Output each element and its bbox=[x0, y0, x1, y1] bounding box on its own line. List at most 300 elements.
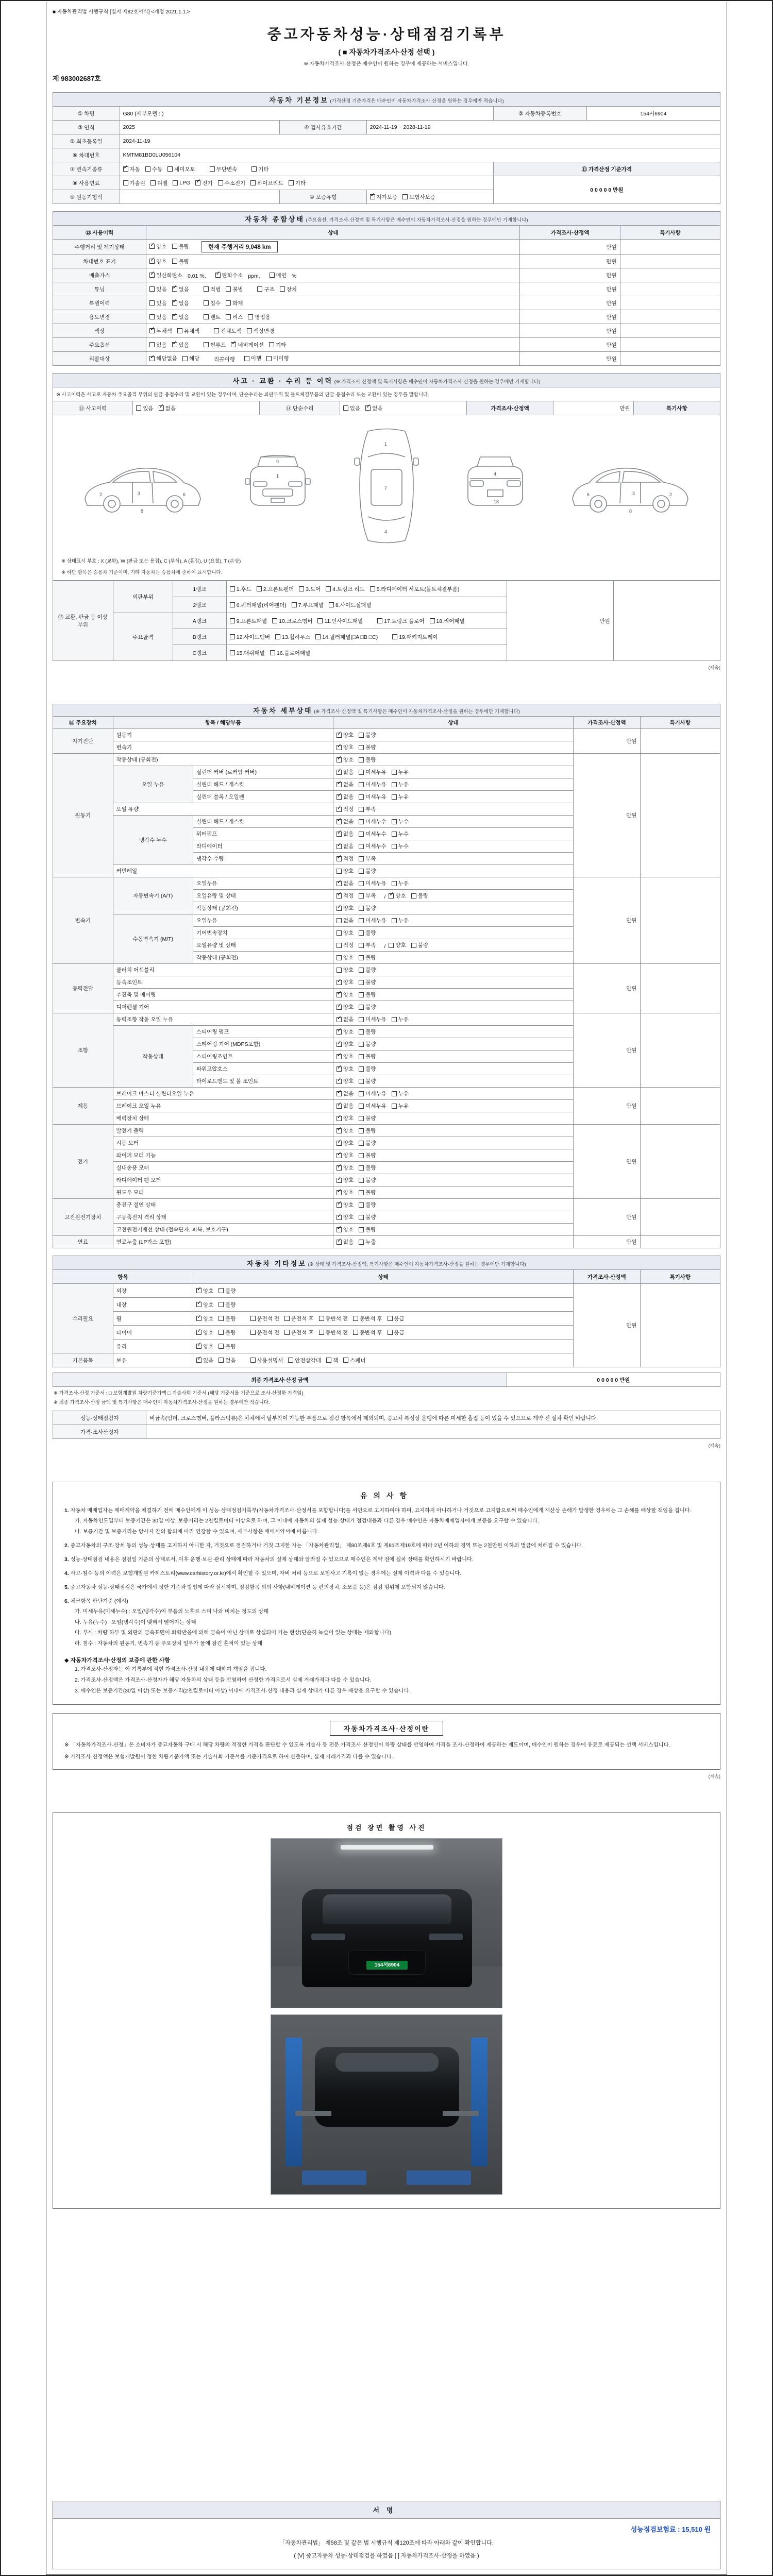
checkbox-option[interactable] bbox=[389, 941, 406, 949]
checkbox-option[interactable] bbox=[196, 1357, 213, 1364]
checkbox-option[interactable] bbox=[392, 830, 409, 838]
checkbox-option[interactable] bbox=[359, 793, 386, 801]
checkbox-icon bbox=[359, 943, 364, 948]
checkbox-option[interactable] bbox=[204, 299, 221, 307]
checkbox-option[interactable] bbox=[359, 1164, 376, 1172]
state-cell bbox=[193, 1353, 573, 1367]
checkbox-label: 미세누수 bbox=[365, 819, 386, 825]
checkbox-option[interactable] bbox=[370, 585, 460, 593]
checkbox-option[interactable] bbox=[230, 617, 267, 625]
checkbox-option[interactable] bbox=[392, 781, 409, 788]
checkbox-label: 리스 bbox=[232, 314, 243, 320]
checkbox-option[interactable] bbox=[136, 404, 153, 412]
checkbox-option[interactable] bbox=[326, 1357, 338, 1364]
checkbox-label: 5.라디에이터 서포트(볼트체결부품) bbox=[376, 586, 460, 592]
checkbox-option[interactable] bbox=[392, 879, 409, 887]
checkbox-icon bbox=[411, 893, 416, 899]
checkbox-option[interactable] bbox=[289, 179, 306, 187]
checkbox-option[interactable] bbox=[288, 1357, 321, 1364]
field-label: ⑭ 단순수리 bbox=[260, 401, 340, 415]
checkbox-option[interactable] bbox=[337, 867, 354, 875]
checkbox-icon bbox=[337, 770, 342, 775]
checkbox-option[interactable] bbox=[150, 179, 167, 187]
odometer-box: 현재 주행거리 9,048 km bbox=[201, 241, 278, 252]
checkbox-option[interactable] bbox=[337, 731, 354, 739]
checkbox-option[interactable] bbox=[392, 768, 409, 776]
checkbox-option[interactable] bbox=[359, 867, 376, 875]
checkbox-option[interactable] bbox=[392, 1090, 409, 1097]
checkbox-option[interactable] bbox=[337, 991, 354, 998]
checkbox-option[interactable] bbox=[392, 1015, 409, 1023]
checkbox-option[interactable] bbox=[359, 1028, 376, 1036]
checkbox-option[interactable] bbox=[337, 1139, 354, 1147]
checkbox-option[interactable] bbox=[149, 327, 172, 335]
checkbox-label: 불량 bbox=[225, 1343, 236, 1350]
checkbox-option[interactable] bbox=[319, 1329, 348, 1336]
checkbox-option[interactable] bbox=[257, 285, 274, 293]
checkbox-option[interactable] bbox=[359, 1090, 386, 1097]
checkbox-label: 누유 bbox=[398, 794, 409, 800]
lift-post-left bbox=[285, 2038, 302, 2166]
checkbox-option[interactable] bbox=[359, 1127, 376, 1134]
checkbox-option[interactable] bbox=[284, 1329, 314, 1336]
checkbox-option[interactable] bbox=[359, 978, 376, 986]
field-label: ⑦ 변속기종류 bbox=[53, 162, 120, 176]
checkbox-icon bbox=[359, 955, 364, 960]
checkbox-icon bbox=[392, 770, 397, 775]
checkbox-option[interactable] bbox=[359, 768, 386, 776]
checkbox-label: 운전석 후 bbox=[291, 1329, 314, 1336]
checkbox-option[interactable] bbox=[359, 731, 376, 739]
item-label: 내장 bbox=[113, 1298, 193, 1312]
checkbox-option[interactable] bbox=[149, 285, 166, 293]
checkbox-option[interactable] bbox=[337, 1003, 354, 1011]
checkbox-option[interactable] bbox=[337, 904, 354, 912]
checkbox-option[interactable] bbox=[219, 1357, 236, 1364]
checkbox-icon bbox=[230, 634, 235, 639]
checkbox-label: 없음 bbox=[343, 819, 354, 825]
checkbox-option[interactable] bbox=[218, 179, 246, 187]
checkbox-icon bbox=[337, 819, 342, 824]
checkbox-icon bbox=[365, 405, 371, 411]
checkbox-option[interactable] bbox=[337, 1114, 354, 1122]
checkbox-option[interactable] bbox=[270, 649, 310, 657]
checkbox-option[interactable] bbox=[149, 341, 166, 349]
checkbox-option[interactable] bbox=[337, 1028, 354, 1036]
notice-subitem: 가. 미세누유(미세누수) : 오일(냉각수)이 부품의 노후로 스며 나와 비치는 정도의 상태 bbox=[75, 1609, 269, 1615]
checkbox-option[interactable] bbox=[402, 193, 435, 201]
checkbox-option[interactable] bbox=[365, 404, 382, 412]
checkbox-label: 양호 bbox=[343, 1128, 354, 1134]
checkbox-option[interactable] bbox=[411, 892, 428, 900]
checkbox-option[interactable] bbox=[430, 617, 465, 625]
checkbox-option[interactable] bbox=[359, 917, 386, 924]
checkbox-icon bbox=[247, 328, 252, 333]
checkbox-option[interactable] bbox=[337, 1040, 354, 1048]
checkbox-option[interactable] bbox=[337, 1077, 354, 1085]
checkbox-option[interactable] bbox=[359, 830, 386, 838]
checkbox-option[interactable] bbox=[337, 917, 354, 924]
checkbox-option[interactable] bbox=[359, 756, 376, 764]
checkbox-option[interactable] bbox=[392, 842, 409, 850]
state-cell bbox=[193, 1298, 573, 1312]
state-cell bbox=[366, 190, 493, 204]
checkbox-option[interactable] bbox=[257, 585, 294, 593]
checkbox-option[interactable] bbox=[337, 1201, 354, 1209]
checkbox-option[interactable] bbox=[337, 768, 354, 776]
checkbox-option[interactable] bbox=[392, 633, 438, 641]
state-cell bbox=[226, 645, 507, 661]
checkbox-option[interactable] bbox=[196, 1287, 213, 1295]
checkbox-option[interactable] bbox=[172, 313, 189, 321]
checkbox-icon bbox=[359, 1215, 364, 1220]
empty-cell bbox=[620, 240, 720, 255]
checkbox-option[interactable] bbox=[359, 879, 386, 887]
checkbox-option[interactable] bbox=[337, 793, 354, 801]
checkbox-option[interactable] bbox=[359, 1189, 376, 1196]
checkbox-label: 양호 bbox=[343, 868, 354, 874]
checkbox-option[interactable] bbox=[231, 341, 264, 349]
checkbox-option[interactable] bbox=[353, 1329, 382, 1336]
checkbox-icon bbox=[359, 881, 364, 886]
checkbox-option[interactable] bbox=[248, 313, 270, 321]
checkbox-option[interactable] bbox=[226, 313, 243, 321]
checkbox-icon bbox=[172, 244, 177, 249]
checkbox-option[interactable] bbox=[337, 892, 354, 900]
checkbox-option[interactable] bbox=[149, 354, 177, 362]
checkbox-option[interactable] bbox=[337, 855, 354, 862]
checkbox-option[interactable] bbox=[247, 327, 275, 335]
checkbox-option[interactable] bbox=[389, 892, 406, 900]
checkbox-option[interactable] bbox=[123, 179, 145, 187]
checkbox-option[interactable] bbox=[292, 601, 324, 609]
column-header: 특기사항 bbox=[620, 226, 720, 240]
item-label: 오일유량 및 상태 bbox=[193, 939, 333, 952]
checkbox-option[interactable] bbox=[172, 341, 189, 349]
checkbox-option[interactable] bbox=[359, 1077, 376, 1085]
checkbox-option[interactable] bbox=[337, 879, 354, 887]
checkbox-option[interactable] bbox=[337, 781, 354, 788]
checkbox-option[interactable] bbox=[172, 299, 189, 307]
field-label: ④ 검사유효기간 bbox=[280, 121, 366, 134]
checkbox-label: 불량 bbox=[365, 868, 376, 874]
checkbox-option[interactable] bbox=[196, 1343, 213, 1350]
checkbox-icon bbox=[359, 906, 364, 911]
checkbox-option[interactable] bbox=[337, 941, 354, 949]
checkbox-option[interactable] bbox=[337, 1015, 354, 1023]
checkbox-option[interactable] bbox=[359, 1226, 376, 1233]
checkbox-label: 미세누유 bbox=[365, 880, 386, 887]
checkbox-icon bbox=[218, 180, 223, 185]
checkbox-option[interactable] bbox=[337, 1090, 354, 1097]
checkbox-option[interactable] bbox=[299, 585, 321, 593]
checkbox-option[interactable] bbox=[196, 1301, 213, 1309]
checkbox-option[interactable] bbox=[172, 285, 189, 293]
svg-text:7: 7 bbox=[384, 486, 387, 491]
checkbox-option[interactable] bbox=[353, 1315, 382, 1323]
checkbox-option[interactable] bbox=[343, 404, 360, 412]
checkbox-option[interactable] bbox=[359, 1201, 376, 1209]
checkbox-option[interactable] bbox=[149, 272, 182, 279]
checkbox-option[interactable] bbox=[370, 193, 398, 201]
checkbox-option[interactable] bbox=[230, 601, 287, 609]
checkbox-label: 불량 bbox=[225, 1301, 236, 1308]
checkbox-label: 불량 bbox=[365, 1066, 376, 1072]
checkbox-icon bbox=[167, 166, 173, 172]
checkbox-option[interactable] bbox=[359, 904, 376, 912]
checkbox-option[interactable] bbox=[337, 1102, 354, 1110]
checkbox-option[interactable] bbox=[149, 299, 166, 307]
checkbox-option[interactable] bbox=[337, 830, 354, 838]
checkbox-label: 있음 bbox=[156, 300, 167, 307]
checkbox-label: 불량 bbox=[365, 1041, 376, 1047]
checkbox-option[interactable] bbox=[337, 1065, 354, 1073]
checkbox-label: 누유 bbox=[398, 918, 409, 924]
checkbox-label: 미세누유 bbox=[365, 918, 386, 924]
checkbox-icon bbox=[430, 618, 435, 623]
price-cell: 만원 bbox=[574, 964, 641, 1013]
checkbox-option[interactable] bbox=[250, 179, 283, 187]
checkbox-icon bbox=[244, 356, 249, 361]
checkbox-option[interactable] bbox=[196, 1315, 213, 1323]
checkbox-option[interactable] bbox=[230, 633, 270, 641]
checkbox-label: 양호 bbox=[343, 1066, 354, 1072]
checkbox-option[interactable] bbox=[337, 1053, 354, 1060]
checkbox-icon bbox=[388, 1316, 393, 1321]
checkbox-label: 탄화수소 bbox=[222, 272, 243, 279]
checkbox-label: 하이브리드 bbox=[257, 180, 283, 187]
checkbox-option[interactable] bbox=[315, 633, 378, 641]
checkbox-option[interactable] bbox=[172, 243, 189, 250]
column-header: ⑫ 사용이력 bbox=[53, 226, 146, 240]
checkbox-option[interactable] bbox=[337, 842, 354, 850]
checkbox-option[interactable] bbox=[177, 327, 199, 335]
checkbox-label: 기타 bbox=[295, 180, 306, 187]
checkbox-option[interactable] bbox=[337, 1164, 354, 1172]
checkbox-option[interactable] bbox=[266, 354, 289, 362]
checkbox-icon bbox=[337, 757, 342, 762]
item-label: 시동 모터 bbox=[113, 1137, 333, 1149]
checkbox-option[interactable] bbox=[388, 1329, 405, 1336]
checkbox-option[interactable] bbox=[317, 617, 363, 625]
checkbox-option[interactable] bbox=[359, 855, 376, 862]
checkbox-option[interactable] bbox=[359, 805, 376, 813]
checkbox-option[interactable] bbox=[359, 1213, 376, 1221]
checkbox-option[interactable] bbox=[226, 299, 243, 307]
checkbox-option[interactable] bbox=[284, 1315, 314, 1323]
checkbox-option[interactable] bbox=[219, 1329, 236, 1336]
checkbox-option[interactable] bbox=[359, 743, 376, 751]
checkbox-option[interactable] bbox=[275, 633, 310, 641]
checkbox-option[interactable] bbox=[392, 818, 409, 825]
checkbox-option[interactable] bbox=[377, 617, 424, 625]
checkbox-option[interactable] bbox=[210, 165, 238, 173]
checkbox-label: 기타 bbox=[276, 342, 287, 348]
checkbox-icon bbox=[337, 1054, 342, 1059]
headlight-left bbox=[311, 1934, 345, 1940]
checkbox-option[interactable] bbox=[392, 793, 409, 801]
checkbox-option[interactable] bbox=[359, 941, 376, 949]
checkbox-option[interactable] bbox=[359, 1139, 376, 1147]
checkbox-option[interactable] bbox=[359, 1003, 376, 1011]
checkbox-icon bbox=[359, 757, 364, 762]
field-label: A랭크 bbox=[173, 613, 227, 629]
checkbox-label: 불량 bbox=[178, 258, 189, 265]
checkbox-option[interactable] bbox=[250, 1329, 280, 1336]
checkbox-icon bbox=[270, 650, 275, 655]
checkbox-option[interactable] bbox=[359, 1015, 386, 1023]
checkbox-option[interactable] bbox=[411, 941, 428, 949]
checkbox-option[interactable] bbox=[359, 1176, 376, 1184]
field-label: ⑬ 사고이력 bbox=[53, 401, 133, 415]
checkbox-option[interactable] bbox=[145, 165, 162, 173]
checkbox-option[interactable] bbox=[219, 1315, 236, 1323]
item-label: 보유 bbox=[113, 1353, 193, 1367]
checkbox-option[interactable] bbox=[337, 954, 354, 961]
checkbox-option[interactable] bbox=[215, 272, 243, 279]
checkbox-option[interactable] bbox=[359, 1151, 376, 1159]
checkbox-option[interactable] bbox=[270, 272, 287, 279]
checkbox-option[interactable] bbox=[359, 818, 386, 825]
checkbox-option[interactable] bbox=[337, 756, 354, 764]
checkbox-option[interactable] bbox=[219, 1343, 236, 1350]
checkbox-option[interactable] bbox=[219, 1301, 236, 1309]
checkbox-option[interactable] bbox=[195, 179, 212, 187]
checkbox-option[interactable] bbox=[244, 354, 261, 362]
checkbox-option[interactable] bbox=[388, 1315, 405, 1323]
checkbox-option[interactable] bbox=[359, 1040, 376, 1048]
checkbox-option[interactable] bbox=[272, 617, 312, 625]
checkbox-icon bbox=[392, 1017, 397, 1022]
item-label: 발전기 출력 bbox=[113, 1125, 333, 1137]
item-label: 실내송풍 모터 bbox=[113, 1162, 333, 1174]
checkbox-label: 불량 bbox=[365, 1054, 376, 1060]
checkbox-label: 불량 bbox=[365, 1115, 376, 1122]
checkbox-option[interactable] bbox=[337, 929, 354, 937]
checkbox-option[interactable] bbox=[173, 180, 190, 186]
notice-subitem: 다. 부식 : 차량 하부 및 외판의 금속표면이 화학반응에 의해 금속이 아닌 상태로 상실되어 가는 현상(단순히 녹슬어 있는 상태는 제외합니다) bbox=[75, 1630, 392, 1636]
section-title: 자동차 기타정보 (※ 상태 및 가격조사·산정액, 특기사항은 매수인이 자동차가격조사·산정을 원하는 경우에만 기재합니다) bbox=[53, 1256, 720, 1270]
checkbox-option[interactable] bbox=[159, 404, 176, 412]
checkbox-option[interactable] bbox=[204, 313, 221, 321]
checkbox-label: 미세누수 bbox=[365, 831, 386, 837]
checkbox-option[interactable] bbox=[172, 258, 189, 265]
checkbox-option[interactable] bbox=[182, 354, 199, 362]
checkbox-option[interactable] bbox=[250, 1315, 280, 1323]
checkbox-option[interactable] bbox=[359, 966, 376, 974]
checkbox-option[interactable] bbox=[359, 842, 386, 850]
checkbox-option[interactable] bbox=[149, 258, 166, 265]
checkbox-option[interactable] bbox=[219, 1287, 236, 1295]
checkbox-label: 동반석 전 bbox=[325, 1315, 348, 1322]
checkbox-icon bbox=[337, 1066, 342, 1072]
checkbox-option[interactable] bbox=[337, 818, 354, 825]
checkbox-option[interactable] bbox=[337, 1238, 354, 1246]
checkbox-option[interactable] bbox=[251, 165, 268, 173]
checkbox-option[interactable] bbox=[337, 805, 354, 813]
checkbox-option[interactable] bbox=[392, 917, 409, 924]
checkbox-option[interactable] bbox=[319, 1315, 348, 1323]
checkbox-option[interactable] bbox=[337, 1127, 354, 1134]
checkbox-option[interactable] bbox=[250, 1357, 283, 1364]
checkbox-option[interactable] bbox=[343, 1357, 365, 1364]
checkbox-option[interactable] bbox=[337, 978, 354, 986]
checkbox-option[interactable] bbox=[359, 929, 376, 937]
checkbox-option[interactable] bbox=[337, 1226, 354, 1233]
checkbox-option[interactable] bbox=[337, 1176, 354, 1184]
checkbox-option[interactable] bbox=[392, 1102, 409, 1110]
checkbox-option[interactable] bbox=[204, 341, 226, 349]
checkbox-option[interactable] bbox=[359, 892, 376, 900]
checkbox-option[interactable] bbox=[359, 1102, 386, 1110]
checkbox-option[interactable] bbox=[204, 285, 221, 293]
checkbox-option[interactable] bbox=[269, 341, 286, 349]
checkbox-icon bbox=[319, 1330, 324, 1335]
checkbox-icon bbox=[359, 1079, 364, 1084]
checkbox-label: 수동 bbox=[152, 166, 163, 173]
checkbox-option[interactable] bbox=[214, 327, 242, 335]
checkbox-option[interactable] bbox=[326, 585, 364, 593]
checkbox-option[interactable] bbox=[123, 165, 140, 173]
price-note: ※ 가격조사·산정 기준서 : □ 보험개발원 차량기준가액 □ 기술사회 기준서 (해당 기준서를 기준으로 조사·산정한 가격임) bbox=[54, 1391, 304, 1396]
state-cell bbox=[193, 1312, 573, 1326]
windshield bbox=[323, 1894, 451, 1924]
checkbox-option[interactable] bbox=[337, 1151, 354, 1159]
checkbox-label: 14.필러패널(□A □B □C) bbox=[322, 634, 378, 640]
checkbox-label: 해당 bbox=[189, 355, 200, 362]
checkbox-option[interactable] bbox=[337, 743, 354, 751]
checkbox-option[interactable] bbox=[230, 649, 265, 657]
checkbox-label: 화재 bbox=[232, 300, 243, 307]
state-cell bbox=[333, 741, 573, 754]
checkbox-label: 적법 bbox=[210, 286, 221, 293]
inspection-photo-front bbox=[271, 1838, 502, 2008]
checkbox-option[interactable] bbox=[226, 285, 243, 293]
notice-item: 4. 사고·침수 등의 이력은 보험개발원 카히스토리(www.carhistory.or.kr)에서 확인할 수 있으며, 자비 처리 등으로 보험사고 기록이 없는 경우에는 실제 이력과 다를 수 있습니다. bbox=[64, 1571, 462, 1577]
checkbox-option[interactable] bbox=[149, 313, 166, 321]
checkbox-option[interactable] bbox=[337, 1213, 354, 1221]
checkbox-option[interactable] bbox=[167, 165, 195, 173]
document-number: 제 983002687호 bbox=[53, 75, 101, 82]
state-cell bbox=[340, 401, 466, 415]
checkbox-label: 양호 bbox=[203, 1315, 214, 1322]
checkbox-option[interactable] bbox=[337, 1189, 354, 1196]
checkbox-option[interactable] bbox=[359, 1114, 376, 1122]
state-cell bbox=[226, 613, 507, 629]
checkbox-label: 불량 bbox=[365, 1078, 376, 1084]
checkbox-icon bbox=[392, 782, 397, 787]
checkbox-label: 양호 bbox=[343, 1054, 354, 1060]
state-cell bbox=[146, 324, 520, 338]
checkbox-option[interactable] bbox=[359, 1053, 376, 1060]
checkbox-icon bbox=[337, 980, 342, 985]
price-cell: 만원 bbox=[574, 1013, 641, 1088]
checkbox-option[interactable] bbox=[196, 1329, 213, 1336]
checkbox-label: 부족 bbox=[365, 856, 376, 862]
checkbox-option[interactable] bbox=[359, 954, 376, 961]
checkbox-icon bbox=[359, 819, 364, 824]
checkbox-option[interactable] bbox=[280, 285, 297, 293]
checkbox-option[interactable] bbox=[359, 1238, 376, 1246]
checkbox-option[interactable] bbox=[359, 781, 386, 788]
checkbox-option[interactable] bbox=[230, 585, 251, 593]
checkbox-option[interactable] bbox=[329, 601, 372, 609]
checkbox-option[interactable] bbox=[359, 1065, 376, 1073]
checkbox-option[interactable] bbox=[359, 991, 376, 998]
checkbox-option[interactable] bbox=[337, 966, 354, 974]
signature-section bbox=[53, 2501, 720, 2569]
checkbox-option[interactable] bbox=[149, 243, 166, 250]
